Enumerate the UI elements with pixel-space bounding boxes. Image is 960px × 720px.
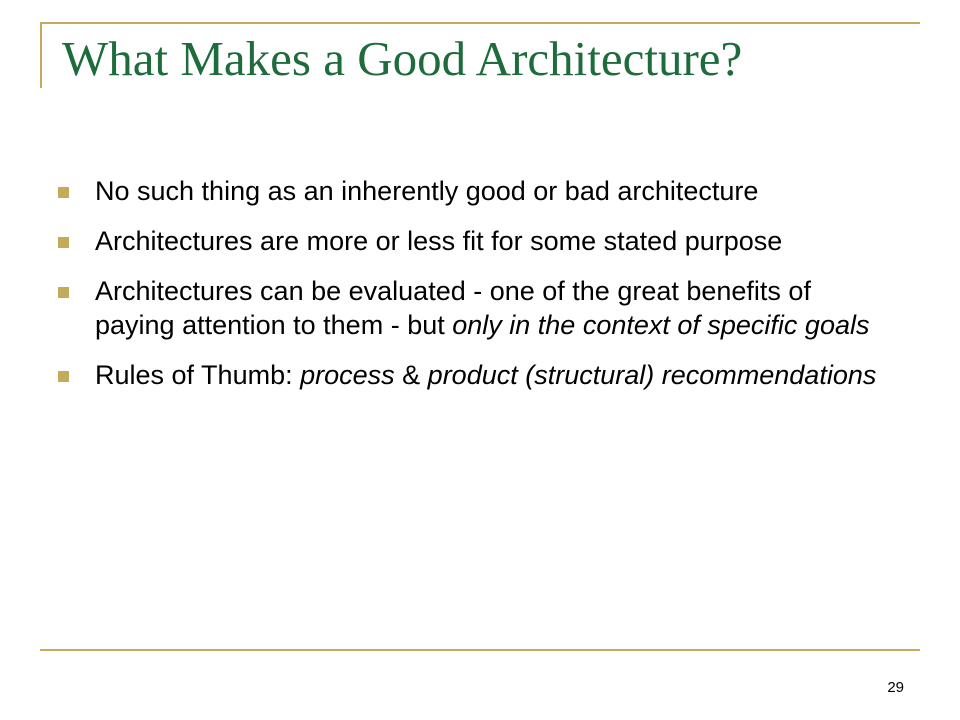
square-bullet-icon [58,187,69,198]
top-rule [40,22,920,24]
bullet-text: Rules of Thumb: [95,360,301,390]
bullet-emphasis: only in the context of specific goals [452,310,870,340]
bullet-item [58,274,888,342]
page-number: 29 [887,679,904,696]
bottom-rule [40,649,920,651]
bullet-text: & [394,360,428,390]
bullet-emphasis: process [300,360,395,390]
bullet-list [58,174,888,408]
bullet-item [58,174,888,208]
slide-title: What Makes a Good Architecture? [62,31,743,86]
square-bullet-icon [58,371,69,382]
bullet-text: Architectures can be evaluated - one of the great benefits of paying attention to them - but [95,276,811,340]
bullet-item [58,224,888,258]
square-bullet-icon [58,287,69,298]
left-rule [40,22,42,88]
square-bullet-icon [58,237,69,248]
bullet-emphasis: product (structural) recommendations [427,360,877,390]
bullet-item [58,358,888,392]
bullet-text: No such thing as an inherently good or bad architecture [95,176,759,206]
bullet-text: Architectures are more or less fit for some stated purpose [95,226,783,256]
